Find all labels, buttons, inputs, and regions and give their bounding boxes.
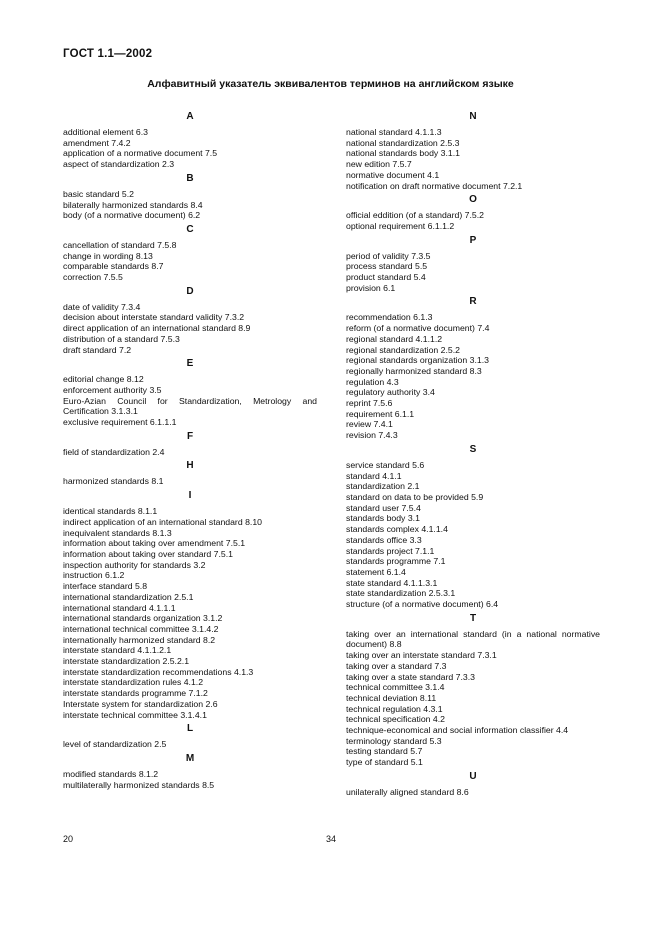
index-entry: aspect of standardization 2.3	[63, 159, 175, 170]
index-entry: regional standard 4.1.1.2	[346, 333, 443, 344]
index-entry: interstate standards programme 7.1.2	[63, 688, 208, 699]
index-entry: inequivalent standards 8.1.3	[63, 527, 172, 538]
index-entry: bilaterally harmonized standards 8.4	[63, 199, 203, 210]
index-entry: regional standards organization 3.1.3	[346, 355, 489, 366]
index-entry: decision about interstate standard validity 7.3.2	[63, 312, 245, 323]
index-entry: national standards body 3.1.1	[346, 148, 460, 159]
section-entries	[346, 210, 600, 231]
index-entry: technical committee 3.1.4	[346, 682, 445, 693]
index-entry: field of standardization 2.4	[63, 446, 165, 457]
index-entry: standard user 7.5.4	[346, 502, 421, 513]
index-entry: indirect application of an international standard 8.10	[63, 516, 262, 527]
index-entry: comparable standards 8.7	[63, 261, 164, 272]
index-entry: regulation 4.3	[346, 376, 399, 387]
section-entries	[63, 374, 317, 428]
section-entries	[63, 506, 317, 720]
index-entry: interstate technical committee 3.1.4.1	[63, 709, 207, 720]
index-entry: standards complex 4.1.1.4	[346, 524, 448, 535]
section-entries	[63, 127, 317, 170]
section-entries	[346, 127, 600, 191]
index-entry: cancellation of standard 7.5.8	[63, 239, 177, 250]
index-entry: application of a normative document 7.5	[63, 148, 218, 159]
index-entry: state standard 4.1.1.3.1	[346, 577, 438, 588]
index-entry: distribution of a standard 7.5.3	[63, 333, 180, 344]
index-entry: recommendation 6.1.3	[346, 312, 433, 323]
section-letter: C	[186, 223, 194, 235]
section-letter: T	[469, 612, 477, 624]
index-entry: standards office 3.3	[346, 534, 422, 545]
section-letter: B	[186, 172, 194, 184]
index-entry: change in wording 8.13	[63, 250, 153, 261]
index-entry: type of standard 5.1	[346, 757, 423, 768]
page-number-left: 20	[63, 834, 74, 844]
index-column-right	[346, 109, 600, 800]
index-entry: international technical committee 3.1.4.2	[63, 623, 219, 634]
index-entry: taking over a standard 7.3	[346, 660, 447, 671]
index-entry: service standard 5.6	[346, 459, 425, 470]
index-entry: regional standardization 2.5.2	[346, 344, 460, 355]
section-letter: L	[186, 723, 194, 735]
index-entry: level of standardization 2.5	[63, 739, 167, 750]
index-entry: standards programme 7.1	[346, 556, 446, 567]
page-title: Алфавитный указатель эквивалентов терминов на английском языке	[147, 78, 514, 90]
index-entry: standards project 7.1.1	[346, 545, 435, 556]
index-entry: standard on data to be provided 5.9	[346, 491, 484, 502]
section-letter: F	[186, 430, 194, 442]
index-entry: correction 7.5.5	[63, 272, 123, 283]
section-letter: U	[469, 770, 477, 782]
index-entry: instruction 6.1.2	[63, 570, 125, 581]
index-entry: optional requirement 6.1.1.2	[346, 220, 455, 231]
index-entry: interstate standardization recommendations 4.1.3	[63, 666, 254, 677]
section-entries	[346, 312, 600, 440]
index-entry: basic standard 5.2	[63, 188, 134, 199]
section-letter: A	[186, 111, 194, 122]
section-entries	[63, 476, 317, 487]
index-entry: body (of a normative document) 6.2	[63, 210, 201, 221]
index-entry: exclusive requirement 6.1.1.1	[63, 417, 177, 428]
index-entry: regionally harmonized standard 8.3	[346, 365, 482, 376]
index-entry: amendment 7.4.2	[63, 137, 131, 148]
index-entry: technique-economical and social information classifier 4.4	[346, 725, 569, 736]
index-entry: interstate standardization 2.5.2.1	[63, 656, 190, 667]
index-entry: standards body 3.1	[346, 513, 420, 524]
index-entry: draft standard 7.2	[63, 344, 132, 355]
section-entries	[346, 629, 600, 768]
section-letter: O	[469, 194, 477, 206]
section-entries	[63, 240, 317, 283]
index-entry: taking over an international standard (in a national normative document) 8.8	[346, 628, 600, 650]
index-entry: standard 4.1.1	[346, 470, 402, 481]
section-entries	[63, 447, 317, 458]
section-letter: R	[469, 296, 477, 308]
section-letter: H	[186, 460, 194, 472]
index-entry: reprint 7.5.6	[346, 398, 393, 409]
index-entry: identical standards 8.1.1	[63, 506, 158, 517]
section-letter: E	[186, 358, 194, 370]
index-entry: information about taking over amendment 7.5.1	[63, 538, 246, 549]
index-entry: interstate standard 4.1.1.2.1	[63, 645, 172, 656]
index-entry: national standard 4.1.1.3	[346, 127, 442, 137]
section-entries	[63, 189, 317, 221]
index-entry: new edition 7.5.7	[346, 159, 412, 170]
document-code: ГОСТ 1.1—2002	[63, 48, 153, 60]
section-entries	[63, 769, 317, 790]
index-entry: editorial change 8.12	[63, 374, 144, 385]
index-entry: standardization 2.1	[346, 481, 420, 492]
index-entry: harmonized standards 8.1	[63, 476, 164, 487]
page-number-center: 34	[326, 834, 337, 844]
index-entry: structure (of a normative document) 6.4	[346, 599, 499, 610]
index-entry: inspection authority for standards 3.2	[63, 559, 206, 570]
section-entries	[346, 787, 600, 798]
index-entry: additional element 6.3	[63, 127, 149, 137]
index-entry: unilaterally aligned standard 8.6	[346, 786, 469, 797]
index-entry: review 7.4.1	[346, 419, 393, 430]
index-entry: requirement 6.1.1	[346, 408, 415, 419]
index-entry: process standard 5.5	[346, 261, 428, 272]
index-entry: information about taking over standard 7.5.1	[63, 548, 233, 559]
index-entry: taking over an interstate standard 7.3.1	[346, 650, 497, 661]
section-letter: P	[469, 234, 477, 246]
index-entry: interstate standardization rules 4.1.2	[63, 677, 204, 688]
index-entry: testing standard 5.7	[346, 746, 423, 757]
section-entries	[63, 302, 317, 356]
index-entry: enforcement authority 3.5	[63, 384, 162, 395]
section-letter: M	[185, 752, 195, 764]
index-entry: interface standard 5.8	[63, 581, 148, 592]
index-entry: international standardization 2.5.1	[63, 591, 194, 602]
index-entry: international standards organization 3.1.2	[63, 613, 223, 624]
index-entry: technical regulation 4.3.1	[346, 703, 443, 714]
index-entry: Euro-Azian Council for Standardization, Metrology and Certification 3.1.3.1	[63, 395, 317, 417]
index-entry: date of validity 7.3.4	[63, 301, 141, 312]
index-entry: national standardization 2.5.3	[346, 137, 460, 148]
index-entry: direct application of an international standard 8.9	[63, 323, 251, 334]
index-entry: reform (of a normative document) 7.4	[346, 323, 490, 334]
index-entry: taking over a state standard 7.3.3	[346, 671, 475, 682]
section-letter: S	[469, 443, 477, 455]
index-entry: international standard 4.1.1.1	[63, 602, 176, 613]
section-entries	[63, 739, 317, 750]
section-letter: N	[469, 111, 477, 122]
index-entry: multilaterally harmonized standards 8.5	[63, 779, 215, 790]
section-letter: I	[188, 490, 192, 502]
index-entry: provision 6.1	[346, 282, 396, 293]
index-entry: state standardization 2.5.3.1	[346, 588, 456, 599]
index-entry: statement 6.1.4	[346, 566, 406, 577]
index-entry: technical specification 4.2	[346, 714, 445, 725]
index-column-left	[63, 109, 317, 792]
index-entry: internationally harmonized standard 8.2	[63, 634, 216, 645]
index-entry: product standard 5.4	[346, 272, 426, 283]
index-entry: official eddition (of a standard) 7.5.2	[346, 210, 484, 221]
index-entry: notification on draft normative document 7.2.1	[346, 180, 523, 191]
section-letter: D	[186, 285, 194, 297]
index-entry: terminology standard 5.3	[346, 735, 442, 746]
section-entries	[346, 460, 600, 610]
index-entry: revision 7.4.3	[346, 430, 398, 441]
section-entries	[346, 251, 600, 294]
index-entry: technical deviation 8.11	[346, 692, 437, 703]
index-entry: normative document 4.1	[346, 169, 440, 180]
index-entry: Interstate system for standardization 2.6	[63, 698, 218, 709]
index-entry: modified standards 8.1.2	[63, 768, 159, 779]
index-entry: regulatory authority 3.4	[346, 387, 435, 398]
index-entry: period of validity 7.3.5	[346, 250, 431, 261]
